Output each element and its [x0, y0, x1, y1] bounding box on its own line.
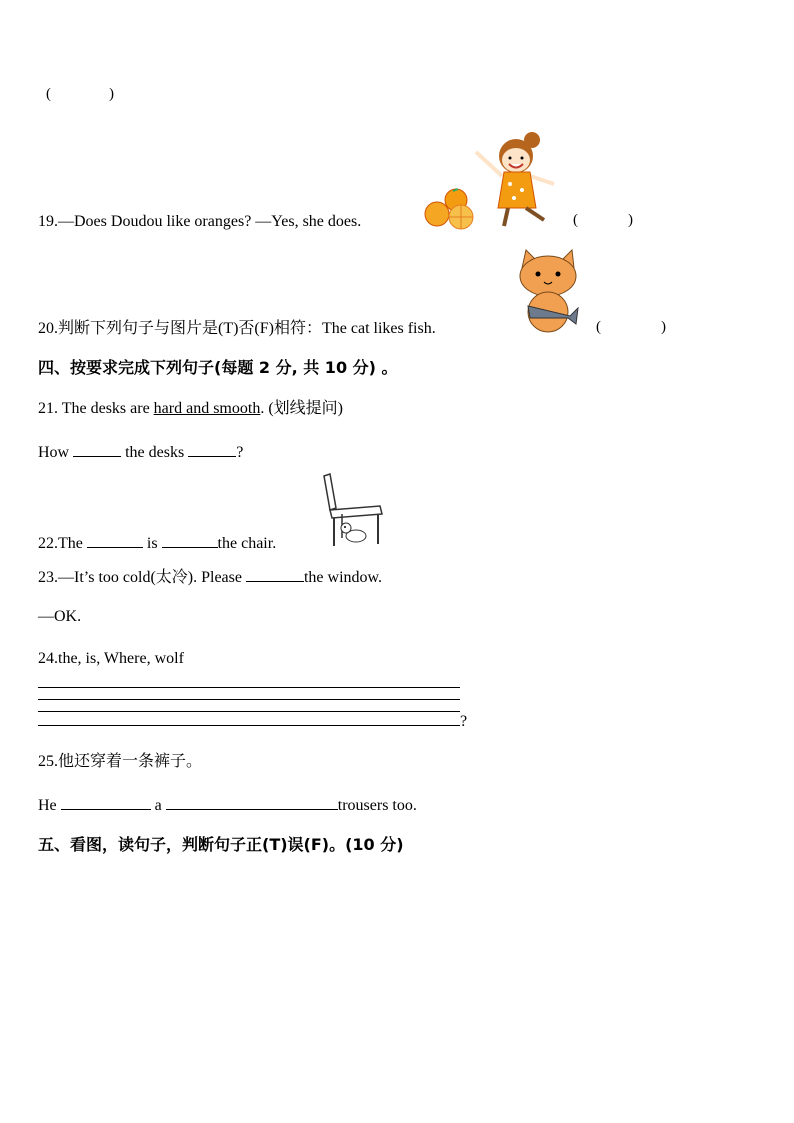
q21-underlined-phrase: hard and smooth	[153, 400, 261, 417]
q21-blank-1[interactable]	[73, 441, 121, 457]
q21-answer: How the desks ?	[38, 441, 243, 463]
q18-answer-parens[interactable]: ( )	[46, 86, 114, 102]
q22-blank-2[interactable]	[162, 532, 218, 548]
q24-question-mark: ?	[460, 713, 468, 730]
q23-reply: —OK.	[38, 608, 82, 625]
q21-question: 21. The desks are hard and smooth. (划线提问)	[38, 400, 343, 417]
oranges-image	[424, 188, 476, 230]
q24-words: 24.the, is, Where, wolf	[38, 650, 184, 667]
q22-question: 22.The is the chair.	[38, 532, 276, 554]
q23-question: 23.—It’s too cold(太冷). Please the window.	[38, 566, 382, 588]
q19-answer-parens[interactable]: ( )	[573, 212, 633, 228]
q19-question: 19.—Does Doudou like oranges? —Yes, she does.	[38, 213, 362, 230]
q21-blank-2[interactable]	[188, 441, 236, 457]
q24-answer-line-4[interactable]	[38, 725, 460, 726]
q20-question: 20.判断下列句子与图片是(T)否(F)相符：The cat likes fish.	[38, 320, 436, 337]
chair-with-dog-image	[320, 472, 386, 548]
q25-prompt: 25.他还穿着一条裤子。	[38, 753, 203, 770]
section-4-heading: 四、按要求完成下列句子(每题 2 分, 共 10 分) 。	[38, 358, 398, 377]
q24-answer-line-2[interactable]	[38, 699, 460, 700]
q24-answer-line-1[interactable]	[38, 687, 460, 688]
q25-blank-1[interactable]	[61, 794, 151, 810]
q23-blank[interactable]	[246, 566, 304, 582]
girl-image	[474, 124, 564, 228]
q24-answer-line-3[interactable]	[38, 711, 460, 712]
q20-answer-parens[interactable]: ( )	[596, 319, 666, 335]
q22-blank-1[interactable]	[87, 532, 143, 548]
section-5-heading: 五、看图，读句子，判断句子正(T)误(F)。(10 分)	[38, 835, 404, 854]
cat-holding-fish-image	[512, 248, 586, 334]
q25-blank-2[interactable]	[166, 794, 338, 810]
q25-answer: He a trousers too.	[38, 794, 417, 816]
